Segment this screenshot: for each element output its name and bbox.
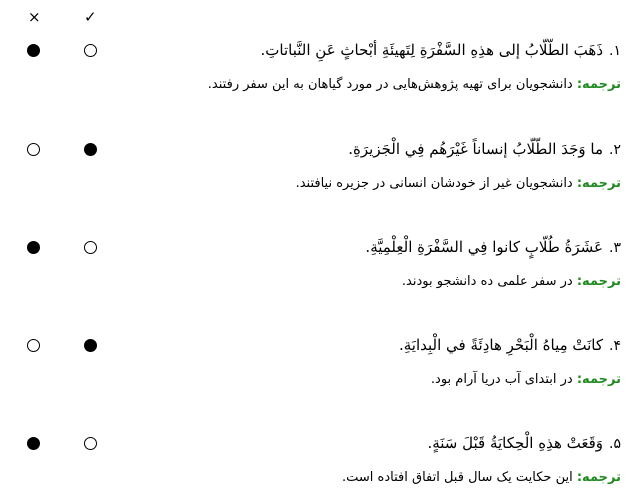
arabic-sentence <box>348 137 621 162</box>
sentence-text: كانَتْ مِياهُ الْبَحْرِ هادِئَةً في الْبِدايَةِ. <box>399 336 604 354</box>
true-radio[interactable] <box>84 143 97 156</box>
sentence-text: ذَهَبَ الطّلّابُ إلی هذِهِ السَّفْرَةِ لِتَهيئَةِ أبْحاثٍ عَنِ النَّباتاتِ. <box>260 41 604 59</box>
translation-text: دانشجویان برای تهیه پژوهش‌هایی در مورد گیاهان به این سفر رفتند. <box>207 77 573 92</box>
header-true-mark: ✓ <box>84 8 97 26</box>
translation-line <box>208 75 621 95</box>
item-number: ۵. <box>609 436 621 452</box>
arabic-sentence <box>399 333 621 358</box>
sentence-text: عَشَرَةُ طُلّابٍ كانوا فِي السَّفْرَةِ الْعِلْمِيَّةِ. <box>365 238 604 256</box>
translation-label: ترجمه: <box>576 372 621 387</box>
false-radio[interactable] <box>27 339 40 352</box>
translation-label: ترجمه: <box>576 470 621 485</box>
translation-text: در سفر علمی ده دانشجو بودند. <box>401 274 573 289</box>
translation-line <box>342 468 621 488</box>
item-number: ۳. <box>609 240 621 256</box>
translation-text: این حکایت یک سال قبل اتفاق افتاده است. <box>342 470 573 485</box>
sentence-text: ما وَجَدَ الطّلّابُ إنساناً غَيْرَهُم فِي الْجَزيرَةِ. <box>348 140 604 158</box>
translation-line <box>296 174 621 194</box>
item-number: ۲. <box>609 142 621 158</box>
arabic-sentence <box>261 38 621 63</box>
translation-line <box>402 272 621 292</box>
translation-line <box>431 370 621 390</box>
false-radio[interactable] <box>27 44 40 57</box>
translation-text: دانشجویان غیر از خودشان انسانی در جزیره نیافتند. <box>295 176 573 191</box>
arabic-sentence <box>427 431 621 456</box>
true-radio[interactable] <box>84 241 97 254</box>
item-number: ۴. <box>609 338 621 354</box>
translation-text: در ابتدای آب دریا آرام بود. <box>430 372 573 387</box>
header-false-mark: × <box>28 8 41 26</box>
translation-label: ترجمه: <box>576 77 621 92</box>
arabic-sentence <box>365 235 621 260</box>
false-radio[interactable] <box>27 143 40 156</box>
translation-label: ترجمه: <box>576 274 621 289</box>
item-number: ۱. <box>609 43 621 59</box>
true-radio[interactable] <box>84 44 97 57</box>
false-radio[interactable] <box>27 437 40 450</box>
translation-label: ترجمه: <box>576 176 621 191</box>
sentence-text: وَقَعَتْ هذِهِ الْحِكايَةُ قَبْلَ سَنَةٍ. <box>427 434 604 452</box>
true-radio[interactable] <box>84 339 97 352</box>
false-radio[interactable] <box>27 241 40 254</box>
true-radio[interactable] <box>84 437 97 450</box>
